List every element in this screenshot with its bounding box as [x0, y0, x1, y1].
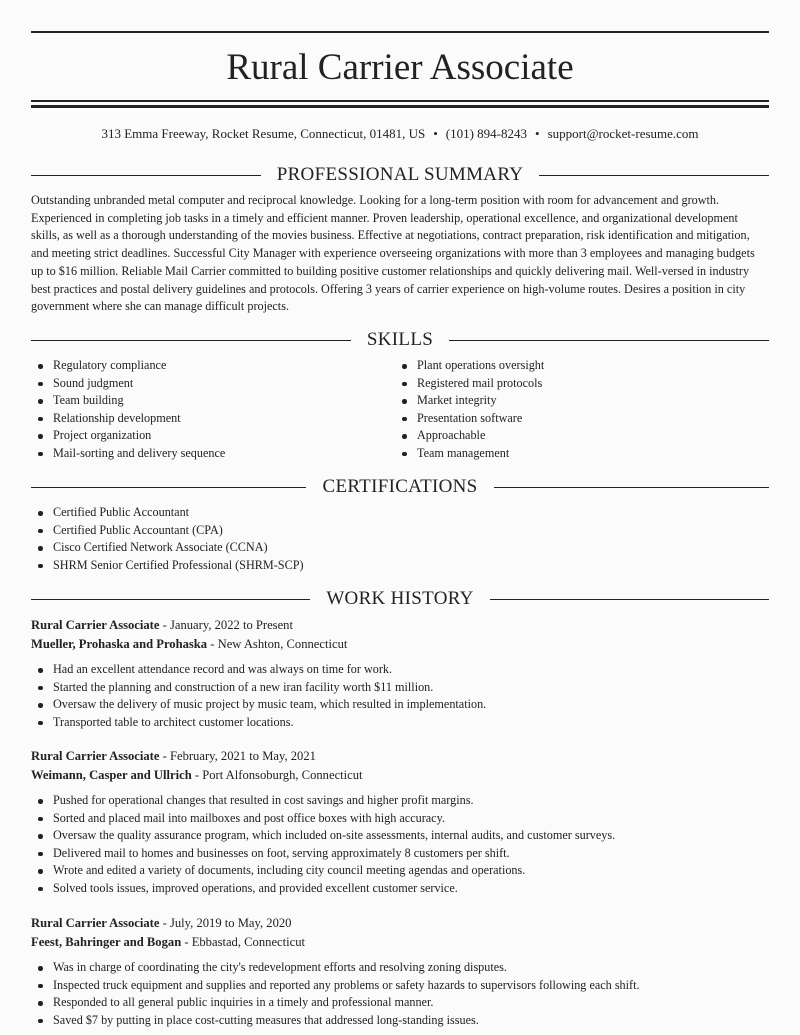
skills-heading — [31, 329, 769, 351]
divider — [539, 175, 769, 176]
divider — [31, 487, 306, 488]
skill-item: Presentation software — [395, 410, 544, 428]
skill-item: Market integrity — [395, 392, 544, 410]
certification-item: Certified Public Accountant (CPA) — [31, 522, 304, 540]
section-title: SKILLS — [366, 329, 434, 350]
job-company: Mueller, Prohaska and Prohaska — [31, 637, 208, 651]
contact-separator: • — [433, 126, 438, 141]
job-bullet: Saved $7 by putting in place cost-cutting measures that addressed long-standing issues. — [31, 1012, 640, 1030]
job-bullet: Pushed for operational changes that resulted in cost savings and higher profit margins. — [31, 792, 615, 810]
divider — [494, 487, 769, 488]
job-title: Rural Carrier Associate — [31, 618, 160, 632]
section-title: PROFESSIONAL SUMMARY — [276, 164, 524, 185]
top-rule — [31, 31, 769, 33]
job-bullets — [31, 661, 486, 731]
job-dates: - February, 2021 to May, 2021 — [159, 749, 316, 763]
contact-separator: • — [535, 126, 540, 141]
divider — [31, 599, 310, 600]
summary-heading — [31, 164, 769, 186]
job-bullet: Was in charge of coordinating the city's redevelopment efforts and resolving zoning disputes. — [31, 959, 640, 977]
skills-list-right — [395, 357, 544, 463]
contact-phone: (101) 894-8243 — [445, 126, 528, 141]
section-title: WORK HISTORY — [326, 588, 474, 609]
certifications-list — [31, 504, 304, 574]
job-dates: - July, 2019 to May, 2020 — [159, 916, 292, 930]
job-bullet: Transported table to architect customer locations. — [31, 714, 486, 732]
job-bullet: Inspected truck equipment and supplies and reported any problems or safety hazards to supervisors following each shift. — [31, 977, 640, 995]
job-title-line — [31, 747, 316, 765]
skill-item: Regulatory compliance — [31, 357, 225, 375]
divider — [31, 175, 261, 176]
divider — [31, 340, 351, 341]
job-company-line — [31, 933, 305, 951]
job-company-line — [31, 635, 347, 653]
job-title-line — [31, 616, 293, 634]
contact-address: 313 Emma Freeway, Rocket Resume, Connecticut, 01481, US — [101, 126, 426, 141]
job-company-line — [31, 766, 363, 784]
skill-item: Team building — [31, 392, 225, 410]
skill-item: Team management — [395, 445, 544, 463]
skill-item: Sound judgment — [31, 375, 225, 393]
header-rule — [31, 100, 769, 102]
job-bullet: Oversaw the delivery of music project by music team, which resulted in implementation. — [31, 696, 486, 714]
job-bullet: Sorted and placed mail into mailboxes and post office boxes with high accuracy. — [31, 810, 615, 828]
skill-item: Approachable — [395, 427, 544, 445]
candidate-name: Rural Carrier Associate — [226, 47, 574, 88]
job-location: - Ebbastad, Connecticut — [181, 935, 306, 949]
certification-item: Certified Public Accountant — [31, 504, 304, 522]
job-bullet: Oversaw the quality assurance program, which included on-site assessments, internal audits, and customer surveys. — [31, 827, 615, 845]
job-company: Weimann, Casper and Ullrich — [31, 768, 192, 782]
certification-item: SHRM Senior Certified Professional (SHRM-SCP) — [31, 557, 304, 575]
job-title: Rural Carrier Associate — [31, 749, 160, 763]
job-bullet: Started the planning and construction of a new iran facility worth $11 million. — [31, 679, 486, 697]
job-bullet: Delivered mail to homes and businesses on foot, serving approximately 8 customers per shift. — [31, 845, 615, 863]
summary-text: Outstanding unbranded metal computer and reciprocal knowledge. Looking for a long-term position with room for advancement and growth. Experienced in completing job tasks in a timely and efficient manner. Proven leadership, operational excellence, and organizational development skills, as well as a thorough understanding of the movies business. Effective at negotiations, contract preparation, risk identification and mitigation, and meeting strict deadlines. Successful City Manager with experience overseeing organizations with more than 3 employees and managing budgets up to $16 million. Reliable Mail Carrier committed to building positive customer relationships and quickly delivering mail. Well-versed in industry best practices and postal delivery guidelines and protocols. Offering 3 years of carrier experience on high-volume routes. Desires a position in city government where she can manage difficult projects. — [31, 193, 755, 314]
skill-item: Registered mail protocols — [395, 375, 544, 393]
skill-item: Plant operations oversight — [395, 357, 544, 375]
skills-list-left — [31, 357, 225, 463]
job-location: - Port Alfonsoburgh, Connecticut — [191, 768, 363, 782]
job-bullets — [31, 959, 640, 1029]
job-dates: - January, 2022 to Present — [159, 618, 293, 632]
job-bullet: Solved tools issues, improved operations, and provided excellent customer service. — [31, 880, 615, 898]
skill-item: Mail-sorting and delivery sequence — [31, 445, 225, 463]
job-bullet: Had an excellent attendance record and was always on time for work. — [31, 661, 486, 679]
divider — [490, 599, 769, 600]
job-location: - New Ashton, Connecticut — [207, 637, 348, 651]
contact-line — [31, 125, 769, 143]
skill-item: Project organization — [31, 427, 225, 445]
header-rule-thick — [31, 105, 769, 108]
skill-item: Relationship development — [31, 410, 225, 428]
job-bullet: Responded to all general public inquiries in a timely and professional manner. — [31, 994, 640, 1012]
job-company: Feest, Bahringer and Bogan — [31, 935, 182, 949]
job-bullet: Wrote and edited a variety of documents, including city council meeting agendas and operations. — [31, 862, 615, 880]
job-bullets — [31, 792, 615, 898]
job-title: Rural Carrier Associate — [31, 916, 160, 930]
section-title: CERTIFICATIONS — [322, 476, 478, 497]
work-history-heading — [31, 588, 769, 610]
certification-item: Cisco Certified Network Associate (CCNA) — [31, 539, 304, 557]
job-title-line — [31, 914, 291, 932]
contact-email[interactable]: support@rocket-resume.com — [547, 126, 699, 141]
certifications-heading — [31, 476, 769, 498]
divider — [449, 340, 769, 341]
